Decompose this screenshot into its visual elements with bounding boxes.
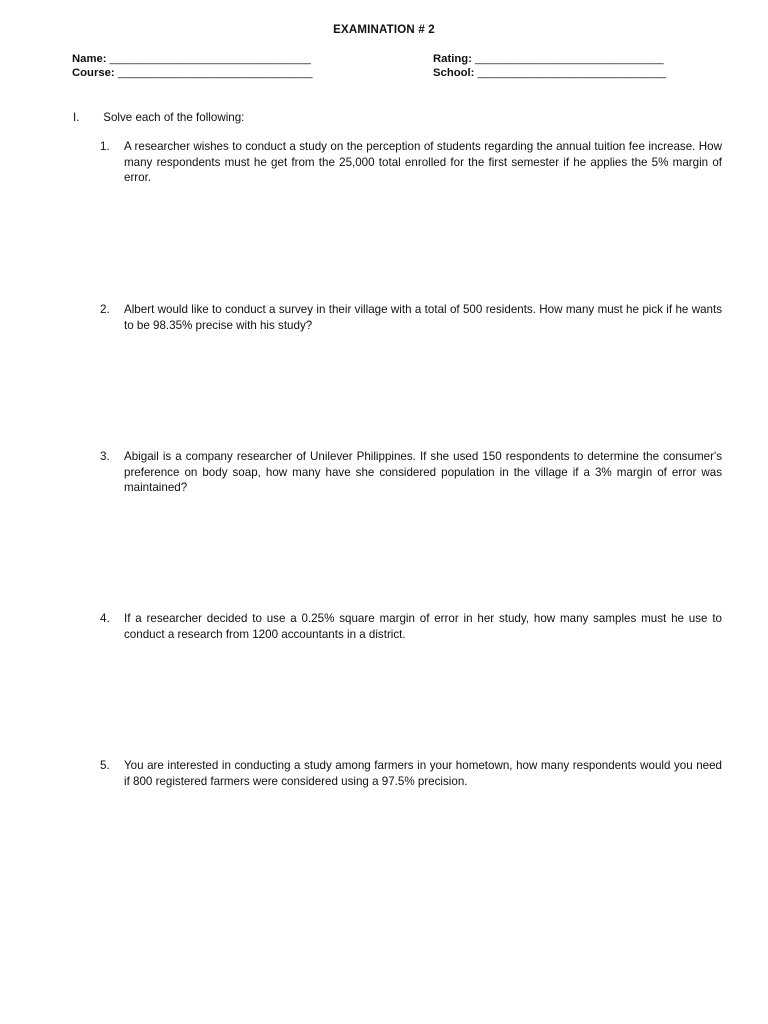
rating-label: Rating: — [433, 53, 472, 65]
section-instruction: Solve each of the following: — [103, 111, 245, 124]
school-label: School: — [433, 67, 475, 79]
question-text: Albert would like to conduct a survey in their village with a total of 500 residents. How many must he pick if he wants to be 98.35% precise with his study? — [124, 303, 722, 332]
question-2 — [100, 302, 722, 333]
course-field — [72, 67, 313, 79]
question-text: If a researcher decided to use a 0.25% square margin of error in her study, how many samples must he use to conduct a research from 1200 accountants in a district. — [124, 612, 722, 641]
rating-blank-line: ______________________________ — [475, 53, 664, 65]
question-number: 4. — [100, 612, 110, 625]
school-field — [433, 67, 666, 79]
question-number: 3. — [100, 450, 110, 463]
question-3 — [100, 449, 722, 496]
course-label: Course: — [72, 67, 115, 79]
question-text: A researcher wishes to conduct a study on the perception of students regarding the annual tuition fee increase. How many respondents must he get from the 25,000 total enrolled for the first semester if he applies the 5% margin of error. — [124, 140, 722, 185]
rating-field — [433, 53, 664, 65]
question-number: 2. — [100, 303, 110, 316]
name-blank-line: ________________________________ — [109, 53, 311, 65]
question-1 — [100, 139, 722, 186]
section-number: I. — [73, 111, 80, 124]
question-4 — [100, 611, 722, 642]
name-label: Name: — [72, 53, 107, 65]
course-blank-line: _______________________________ — [117, 67, 313, 79]
question-text: You are interested in conducting a study among farmers in your hometown, how many respondents would you need if 800 registered farmers were considered using a 97.5% precision. — [124, 759, 722, 788]
school-blank-line: ______________________________ — [477, 67, 667, 79]
question-text: Abigail is a company researcher of Unilever Philippines. If she used 150 respondents to determine the consumer's preference on body soap, how many have she considered population in the village if a 3% margin of error was maintained? — [124, 450, 722, 495]
section-heading — [73, 111, 244, 124]
page-title: EXAMINATION # 2 — [333, 24, 435, 36]
question-number: 5. — [100, 759, 110, 772]
question-number: 1. — [100, 140, 110, 153]
name-field — [72, 53, 311, 65]
question-5 — [100, 758, 722, 789]
